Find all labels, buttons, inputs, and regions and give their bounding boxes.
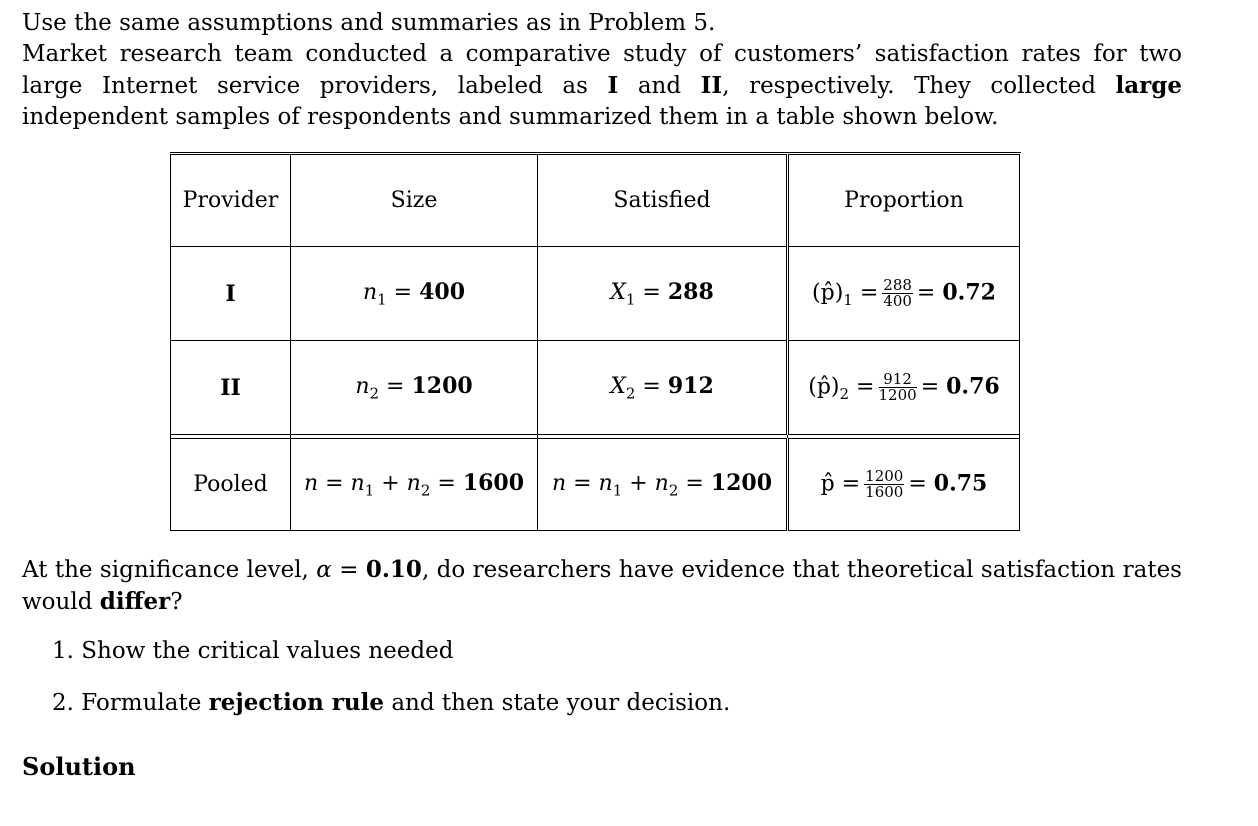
satisfied-cell: $X_2 = 912$ bbox=[538, 341, 788, 435]
intro-text: independent samples of respondents and summarized them in a table shown below. bbox=[22, 104, 999, 130]
task-1: 1. Show the critical values needed bbox=[52, 638, 454, 664]
task-2-text: and then state your decision. bbox=[384, 690, 731, 716]
provider-cell bbox=[171, 341, 291, 435]
n-symbol: n bbox=[362, 279, 378, 305]
size-value: 400 bbox=[419, 278, 466, 305]
fraction bbox=[882, 278, 913, 309]
p-subscript: 2 bbox=[839, 384, 850, 403]
satisfied-value: 288 bbox=[667, 278, 714, 305]
table-header-row bbox=[171, 155, 1020, 247]
table-row-pooled bbox=[171, 439, 1020, 531]
task-2-text: 2. Formulate bbox=[52, 690, 209, 716]
p-hat: (p̂) bbox=[812, 280, 844, 306]
p-hat: p̂ bbox=[820, 471, 835, 497]
n-symbol: n bbox=[355, 373, 370, 399]
p-subscript: 1 bbox=[843, 290, 853, 309]
satisfied-cell: $X_1 = 288$ bbox=[538, 247, 788, 341]
pooled-satisfied-value: 1200 bbox=[710, 469, 773, 496]
denominator: 400 bbox=[883, 292, 912, 310]
numerator: 1200 bbox=[865, 467, 904, 485]
n-subscript: 1 bbox=[377, 290, 387, 309]
header-satisfied: Satisfied bbox=[538, 155, 788, 247]
intro-text: , respectively. They collected bbox=[722, 73, 1116, 99]
list-item bbox=[52, 687, 730, 719]
intro-and: and bbox=[618, 73, 701, 99]
x-subscript: 2 bbox=[625, 384, 636, 403]
provider-cell bbox=[171, 247, 291, 341]
question-text: At the significance level, bbox=[22, 557, 317, 583]
x-subscript: 1 bbox=[625, 290, 636, 309]
pooled-size-expr: n = n bbox=[303, 470, 365, 496]
proportion-cell: $(p̂)_2$ = $\frac{912}{1200}$ = 0.76 bbox=[788, 341, 1020, 435]
fraction bbox=[879, 372, 917, 403]
intro-line1: Use the same assumptions and summaries as in Problem 5. bbox=[22, 10, 716, 36]
denominator: 1600 bbox=[865, 483, 904, 501]
x-symbol: X bbox=[610, 279, 626, 305]
alpha-value: 0.10 bbox=[365, 556, 422, 583]
table-row bbox=[171, 341, 1020, 435]
numerator: 912 bbox=[879, 372, 917, 388]
summary-table bbox=[170, 154, 1020, 531]
pooled-size-cell: $n = n_1 + n_2 = 1600$ bbox=[291, 439, 538, 531]
header-provider: Provider bbox=[171, 155, 291, 247]
solution-heading: Solution bbox=[22, 752, 136, 781]
provider-I-label: I bbox=[607, 72, 619, 99]
size-value: 1200 bbox=[411, 372, 473, 399]
table-row bbox=[171, 247, 1020, 341]
satisfied-value: 912 bbox=[667, 372, 714, 399]
proportion-cell: $(p̂)_1$ = $\frac{288}{400}$ = 0.72 bbox=[788, 247, 1020, 341]
pooled-proportion-value: 0.75 bbox=[933, 470, 988, 497]
header-size: Size bbox=[291, 155, 538, 247]
denominator: 1200 bbox=[878, 386, 917, 404]
n-subscript: 2 bbox=[369, 384, 380, 403]
numerator: 288 bbox=[883, 276, 912, 294]
list-item bbox=[52, 636, 453, 667]
rejection-rule-bold: rejection rule bbox=[208, 689, 385, 716]
header-proportion: Proportion bbox=[788, 155, 1020, 247]
proportion-value: 0.72 bbox=[942, 279, 996, 306]
provider-II-label: II bbox=[700, 72, 723, 99]
table-top-rule bbox=[170, 152, 1021, 153]
proportion-value: 0.76 bbox=[946, 373, 1000, 400]
pooled-size-value: 1600 bbox=[462, 469, 525, 496]
intro-text: Market research team conducted a comparative study of customers’ satisfaction rates for two large Internet service providers, labeled as bbox=[22, 41, 1182, 99]
pooled-satisfied-cell: $n = n_1 + n_2 = 1200$ bbox=[538, 439, 788, 531]
differ-bold: differ bbox=[99, 588, 171, 615]
fraction bbox=[864, 469, 904, 500]
question-text: , do researchers have evidence that theoretical satisfaction rates would bbox=[22, 557, 1182, 615]
provider-value: II bbox=[220, 374, 241, 401]
provider-value: I bbox=[225, 280, 236, 307]
pooled-proportion-cell: p̂ = $\frac{1200}{1600}$ = 0.75 bbox=[788, 439, 1020, 531]
size-cell: $n_1 = 400$ bbox=[291, 247, 538, 341]
x-symbol: X bbox=[610, 373, 626, 399]
alpha-symbol: α bbox=[316, 557, 332, 583]
pooled-label: Pooled bbox=[171, 439, 291, 531]
pooled-sat-expr: n = n bbox=[551, 470, 613, 496]
question-text: ? bbox=[170, 589, 183, 615]
p-hat: (p̂) bbox=[808, 374, 840, 400]
intro-paragraph bbox=[22, 8, 1182, 133]
size-cell: $n_2 = 1200$ bbox=[291, 341, 538, 435]
large-bold: large bbox=[1115, 72, 1182, 99]
question-paragraph: At the significance level, α = 0.10, do researchers have evidence that theoretical satisfaction rates would differ? bbox=[22, 556, 1182, 615]
